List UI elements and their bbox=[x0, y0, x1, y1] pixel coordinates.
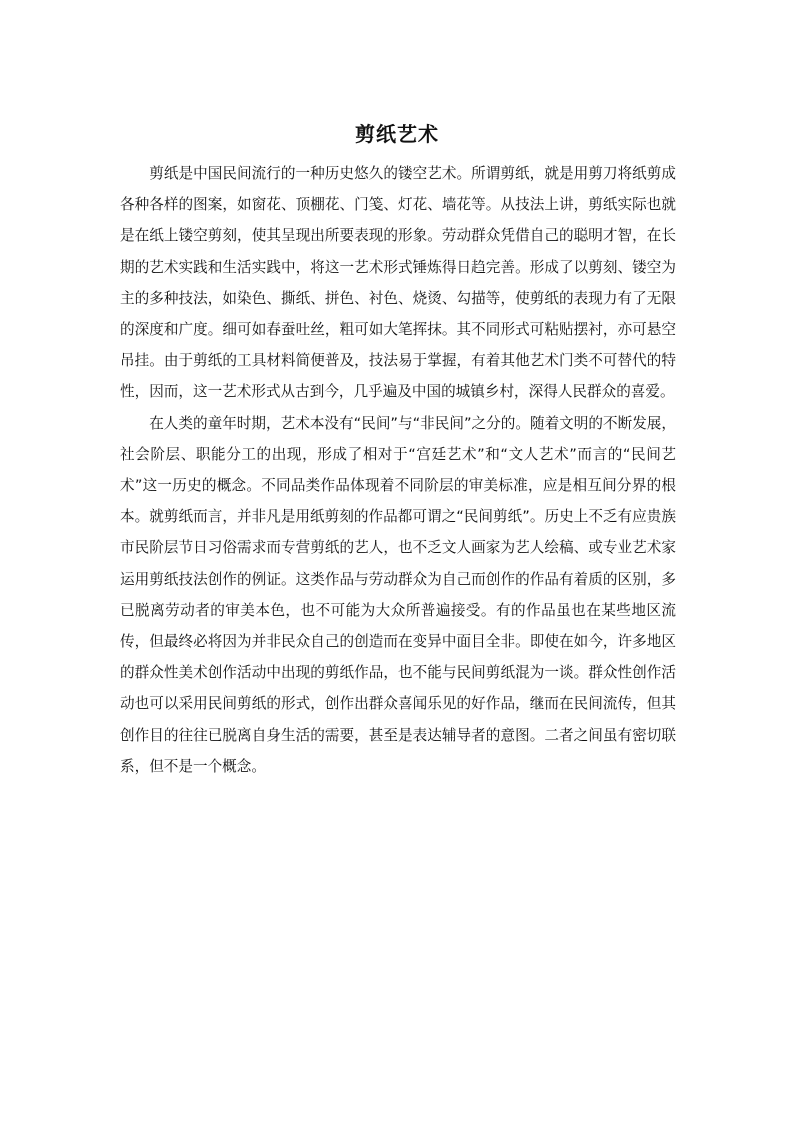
paragraph-1: 剪纸是中国民间流行的一种历史悠久的镂空艺术。所谓剪纸，就是用剪刀将纸剪成各种各样的图案，如窗花、顶棚花、门笺、灯花、墙花等。从技法上讲，剪纸实际也就是在纸上镂空剪刻，使其呈现出所要表现的形象。劳动群众凭借自己的聪明才智，在长期的艺术实践和生活实践中，将这一艺术形式锤炼得日趋完善。形成了以剪刻、镂空为主的多种技法，如染色、撕纸、拼色、衬色、烧烫、勾描等，使剪纸的表现力有了无限的深度和广度。细可如春蚕吐丝，粗可如大笔挥抹。其不同形式可粘贴摆衬，亦可悬空吊挂。由于剪纸的工具材料简便普及，技法易于掌握，有着其他艺术门类不可替代的特性，因而，这一艺术形式从古到今，几乎遍及中国的城镇乡村，深得人民群众的喜爱。 bbox=[120, 165, 676, 401]
paragraph-2: 在人类的童年时期，艺术本没有“民间”与“非民间”之分的。随着文明的不断发展，社会阶层、职能分工的出现，形成了相对于“宫廷艺术”和“文人艺术”而言的“民间艺术”这一历史的概念。不同品类作品体现着不同阶层的审美标准，应是相互间分界的根本。就剪纸而言，并非凡是用纸剪刻的作品都可谓之“民间剪纸”。历史上不乏有应贵族市民阶层节日习俗需求而专营剪纸的艺人，也不乏文人画家为艺人绘稿、或专业艺术家运用剪纸技法创作的例证。这类作品与劳动群众为自己而创作的作品有着质的区别，多已脱离劳动者的审美本色，也不可能为大众所普遍接受。有的作品虽也在某些地区流传，但最终必将因为并非民众自己的创造而在变异中面目全非。即使在如今，许多地区的群众性美术创作活动中出现的剪纸作品，也不能与民间剪纸混为一谈。群众性创作活动也可以采用民间剪纸的形式，创作出群众喜闻乐见的好作品，继而在民间流传，但其创作目的往往已脱离自身生活的需要，甚至是表达辅导者的意图。二者之间虽有密切联系，但不是一个概念。 bbox=[120, 414, 676, 775]
document-title: 剪纸艺术 bbox=[355, 122, 439, 146]
document-body bbox=[120, 158, 676, 782]
